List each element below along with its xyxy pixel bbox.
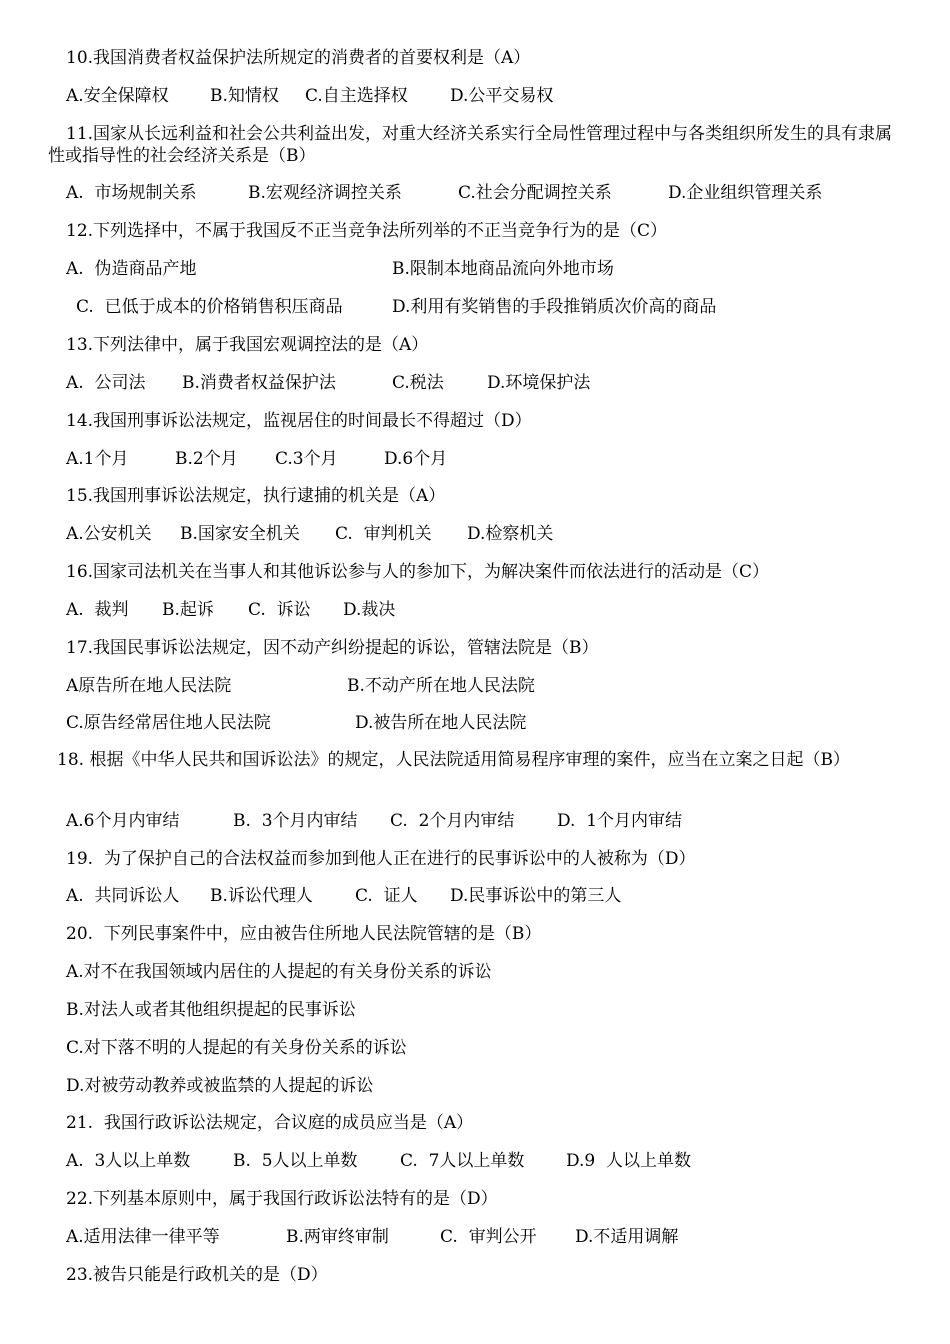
question-20-option-c: C.对下落不明的人提起的有关身份关系的诉讼 bbox=[66, 1038, 407, 1058]
question-12-stem: 12.下列选择中，不属于我国反不正当竞争法所列举的不正当竞争行为的是（C） bbox=[66, 221, 668, 241]
question-17-option-c: C.原告经常居住地人民法院 bbox=[66, 713, 271, 733]
question-17-stem: 17.我国民事诉讼法规定，因不动产纠纷提起的诉讼，管辖法院是（B） bbox=[66, 638, 599, 658]
question-19-option-c: C. 证人 bbox=[355, 886, 418, 906]
question-18-option-c: C. 2个月内审结 bbox=[390, 811, 515, 831]
question-22-option-c: C. 审判公开 bbox=[440, 1227, 537, 1247]
question-15-stem: 15.我国刑事诉讼法规定，执行逮捕的机关是（A） bbox=[66, 486, 446, 506]
question-20-stem: 20. 下列民事案件中，应由被告住所地人民法院管辖的是（B） bbox=[66, 924, 542, 944]
question-14-option-a: A.1个月 bbox=[66, 449, 129, 469]
question-11-stem: 11.国家从长远利益和社会公共利益出发，对重大经济关系实行全局性管理过程中与各类组织所发生的具有隶属性或指导性的社会经济关系是（B） bbox=[48, 124, 893, 166]
question-10-stem: 10.我国消费者权益保护法所规定的消费者的首要权利是（A） bbox=[66, 48, 531, 68]
question-12-option-d: D.利用有奖销售的手段推销质次价高的商品 bbox=[392, 297, 717, 317]
question-16-option-c: C. 诉讼 bbox=[248, 600, 311, 620]
question-18-stem: 18. 根据《中华人民共和国诉讼法》的规定，人民法院适用简易程序审理的案件，应当在立案之日起（B） bbox=[57, 750, 850, 770]
question-16-option-b: B.起诉 bbox=[162, 600, 214, 620]
question-13-stem: 13.下列法律中，属于我国宏观调控法的是（A） bbox=[66, 335, 429, 355]
question-20-option-d: D.对被劳动教养或被监禁的人提起的诉讼 bbox=[66, 1076, 374, 1096]
question-17-option-a: A原告所在地人民法院 bbox=[66, 676, 232, 696]
question-12-option-a: A. 伪造商品产地 bbox=[66, 259, 197, 279]
question-18-option-a: A.6个月内审结 bbox=[66, 811, 180, 831]
question-15-option-a: A.公安机关 bbox=[66, 524, 152, 544]
question-21-option-c: C. 7人以上单数 bbox=[400, 1151, 525, 1171]
question-17-option-b: B.不动产所在地人民法院 bbox=[347, 676, 535, 696]
question-19-option-d: D.民事诉讼中的第三人 bbox=[450, 886, 622, 906]
question-10-option-a: A.安全保障权 bbox=[66, 86, 169, 106]
question-13-option-a: A. 公司法 bbox=[66, 373, 146, 393]
question-22-option-b: B.两审终审制 bbox=[286, 1227, 389, 1247]
question-12-option-b: B.限制本地商品流向外地市场 bbox=[392, 259, 614, 279]
question-14-option-c: C.3个月 bbox=[275, 449, 338, 469]
question-12-option-c: C. 已低于成本的价格销售积压商品 bbox=[76, 297, 343, 317]
question-19-option-a: A. 共同诉讼人 bbox=[66, 886, 180, 906]
question-15-option-b: B.国家安全机关 bbox=[180, 524, 300, 544]
question-22-option-d: D.不适用调解 bbox=[575, 1227, 679, 1247]
question-20-option-a: A.对不在我国领域内居住的人提起的有关身份关系的诉讼 bbox=[66, 962, 492, 982]
question-21-option-a: A. 3人以上单数 bbox=[66, 1151, 191, 1171]
question-19-option-b: B.诉讼代理人 bbox=[210, 886, 313, 906]
question-20-option-b: B.对法人或者其他组织提起的民事诉讼 bbox=[66, 1000, 356, 1020]
question-11-option-b: B.宏观经济调控关系 bbox=[248, 183, 402, 203]
question-11-option-c: C.社会分配调控关系 bbox=[458, 183, 612, 203]
question-17-option-d: D.被告所在地人民法院 bbox=[355, 713, 527, 733]
question-16-option-a: A. 裁判 bbox=[66, 600, 129, 620]
question-21-option-d: D.9 人以上单数 bbox=[566, 1151, 692, 1171]
question-16-stem: 16.国家司法机关在当事人和其他诉讼参与人的参加下，为解决案件而依法进行的活动是（C） bbox=[66, 562, 770, 582]
question-10-option-b: B.知情权 bbox=[210, 86, 279, 106]
question-13-option-b: B.消费者权益保护法 bbox=[182, 373, 336, 393]
question-22-option-a: A.适用法律一律平等 bbox=[66, 1227, 220, 1247]
question-13-option-d: D.环境保护法 bbox=[487, 373, 591, 393]
question-11-option-a: A. 市场规制关系 bbox=[66, 183, 197, 203]
question-14-option-b: B.2个月 bbox=[175, 449, 238, 469]
question-14-stem: 14.我国刑事诉讼法规定，监视居住的时间最长不得超过（D） bbox=[66, 411, 532, 431]
question-16-option-d: D.裁决 bbox=[343, 600, 396, 620]
question-10-option-c: C.自主选择权 bbox=[305, 86, 408, 106]
question-18-option-b: B. 3个月内审结 bbox=[233, 811, 358, 831]
question-19-stem: 19. 为了保护自己的合法权益而参加到他人正在进行的民事诉讼中的人被称为（D） bbox=[66, 849, 696, 869]
question-23-stem: 23.被告只能是行政机关的是（D） bbox=[66, 1265, 328, 1285]
question-21-stem: 21. 我国行政诉讼法规定，合议庭的成员应当是（A） bbox=[66, 1113, 474, 1133]
question-15-option-c: C. 审判机关 bbox=[335, 524, 432, 544]
question-13-option-c: C.税法 bbox=[392, 373, 444, 393]
question-18-option-d: D. 1个月内审结 bbox=[557, 811, 683, 831]
question-15-option-d: D.检察机关 bbox=[467, 524, 554, 544]
question-14-option-d: D.6个月 bbox=[384, 449, 448, 469]
question-22-stem: 22.下列基本原则中，属于我国行政诉讼法特有的是（D） bbox=[66, 1189, 498, 1209]
question-21-option-b: B. 5人以上单数 bbox=[233, 1151, 358, 1171]
question-10-option-d: D.公平交易权 bbox=[450, 86, 554, 106]
question-11-option-d: D.企业组织管理关系 bbox=[668, 183, 823, 203]
